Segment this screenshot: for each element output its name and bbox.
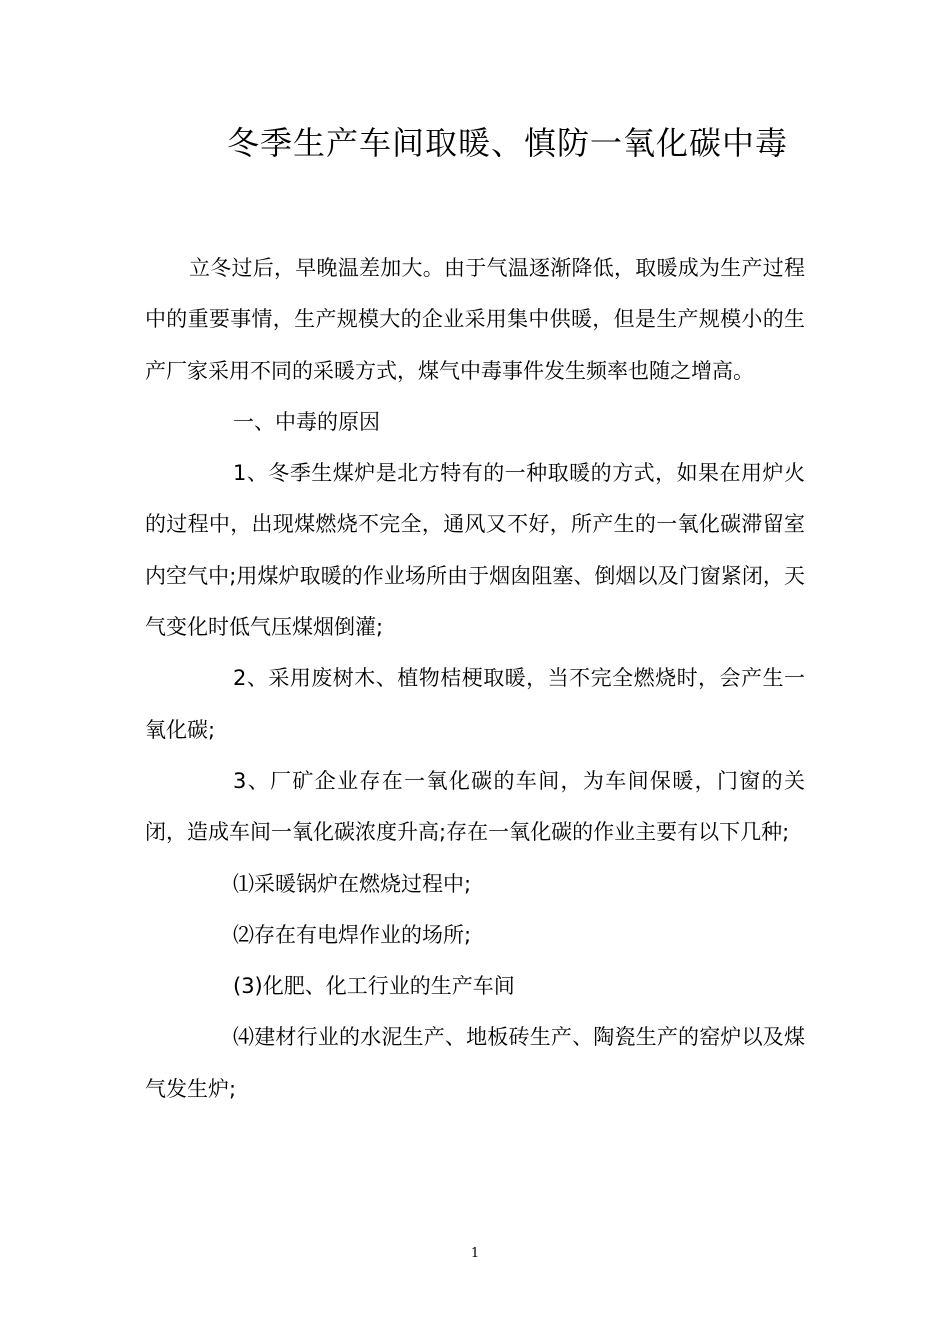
sub-item-2: ⑵存在有电焊作业的场所; bbox=[233, 922, 472, 947]
sub-item-1: ⑴采暖锅炉在燃烧过程中; bbox=[233, 871, 472, 896]
cause-item-2: 2、采用废树木、植物桔梗取暖，当不完全燃烧时，会产生一氧化碳; bbox=[145, 666, 805, 742]
cause-item-3: 3、厂矿企业存在一氧化碳的车间，为车间保暖，门窗的关闭，造成车间一氧化碳浓度升高;存在一氧化碳的作业主要有以下几种; bbox=[145, 768, 805, 845]
sub-item-4: ⑷建材行业的水泥生产、地板砖生产、陶瓷生产的窑炉以及煤气发生炉; bbox=[145, 1025, 805, 1101]
cause-item-1: 1、冬季生煤炉是北方特有的一种取暖的方式，如果在用炉火的过程中，出现煤燃烧不完全，通风又不好，所产生的一氧化碳滞留室内空气中;用煤炉取暖的作业场所由于烟囱阻塞、倒烟以及门窗紧闭，天气变化时低气压煤烟倒灌; bbox=[145, 461, 805, 640]
document-title: 冬季生产车间取暖、慎防一氧化碳中毒 bbox=[226, 124, 788, 162]
section-heading-causes: 一、中毒的原因 bbox=[233, 409, 380, 434]
intro-paragraph: 立冬过后，早晚温差加大。由于气温逐渐降低，取暖成为生产过程中的重要事情，生产规模大的企业采用集中供暖，但是生产规模小的生产厂家采用不同的采暖方式，煤气中毒事件发生频率也随之增高。 bbox=[145, 256, 805, 383]
sub-item-3: (3)化肥、化工行业的生产车间 bbox=[233, 974, 515, 999]
document-body bbox=[145, 243, 805, 1115]
page-number: 1 bbox=[470, 1246, 480, 1261]
